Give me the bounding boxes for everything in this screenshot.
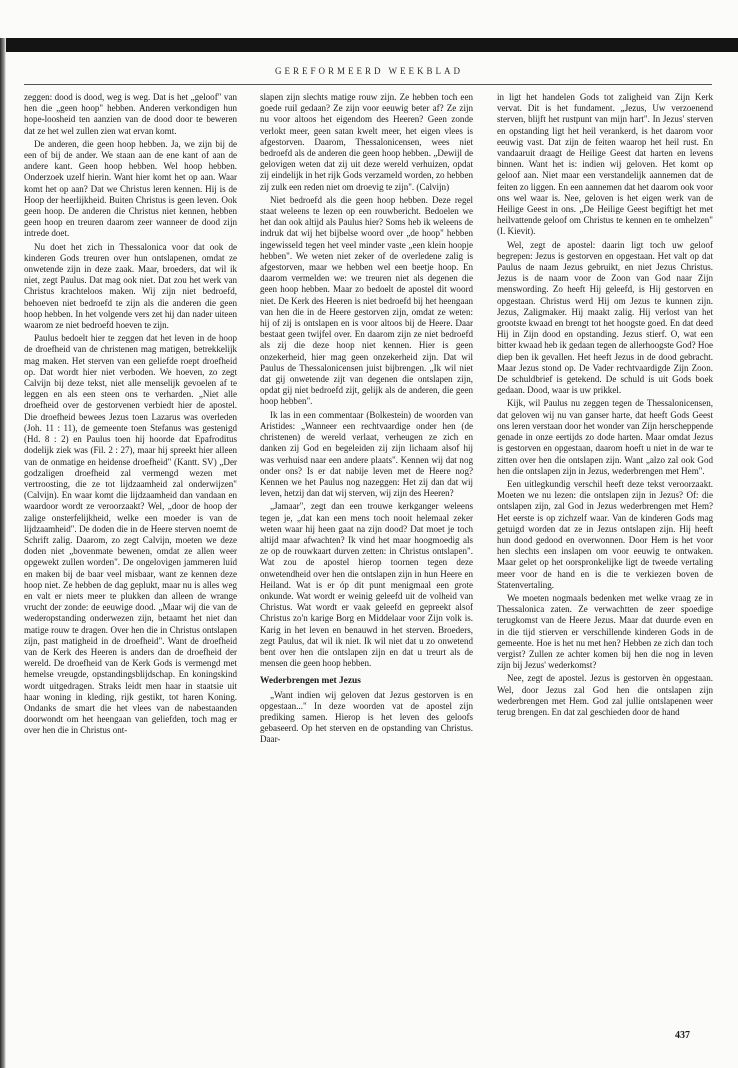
top-black-bar xyxy=(0,38,738,52)
column-3 xyxy=(497,92,713,1040)
scan-left-edge xyxy=(0,38,6,1068)
paragraph: in ligt het handelen Gods tot zaligheid van Zijn Kerk vervat. Dit is het fundament. „Jezus, Uw verzoenend sterven, blijft het rustpunt van mijn hart". In Jezus' sterven en opstanding ligt het heil verankerd, is het daarom voor eeuwig vast. Dat zijn de feiten waarop het heil rust. En vandaaruit draagt de Heilige Geest dat harten en levens binnen. Want het is: indien wij geloven. Het komt op geloof aan. Niet maar een verstandelijk aannemen dat de feiten zo liggen. En een aannemen dat het daarom ook voor ons wel waar is. Nee, geloven is het eigen werk van de Heilige Geest in ons. „De Heilige Geest begiftigt het met heilvattende geloof om Christus te kennen en te omhelzen" (I. Kievit). xyxy=(497,92,713,237)
page-number: 437 xyxy=(675,1030,690,1041)
paragraph: slapen zijn slechts matige rouw zijn. Ze hebben toch een goede ruil gedaan? Ze zijn voor eeuwig beter af? Ze zijn nu voor altoos het eigendom des Heeren? Geen zonde verlokt meer, geen satan kwelt meer, het eigen vlees is afgestorven. Daarom, Thessalonicensen, wees niet bedroefd als de anderen die geen hoop hebben. „Dewijl de gelovigen weten dat zij uit deze wereld verhuizen, opdat zij eindelijk in het rijk Gods verzameld worden, zo hebben zij zulk een reden niet om droevig te zijn". (Calvijn) xyxy=(260,92,473,192)
paragraph: „Jamaar", zegt dan een trouwe kerkganger weleens tegen je, „dat kan een mens toch nooit helemaal zeker weten waar hij heen gaat na zijn dood? Dat moet je toch altijd maar afwachten? Ik vind het maar hoogmoedig als ze op de rouwkaart durven zetten: in Christus ontslapen". Wat zou de apostel hierop toornen tegen deze onwetendheid over hen die ontslapen zijn in hun Heere en Heiland. Wat is er óp dit punt menigmaal een grote onkunde. Wat wordt er weinig geleefd uit de volheid van Christus. Wat wordt er vaak geleefd en gepreekt alsof Christus zo'n karige Borg en Middelaar voor Zijn volk is. Karig in het leven en benauwd in het sterven. Broeders, zegt Paulus, dat wil ik niet. Ik wil niet dat u zo onwetend bent over hen die ontslapen zijn en dat u treurt als de mensen die geen hoop hebben. xyxy=(260,501,473,669)
column-1 xyxy=(24,92,237,1040)
column-2 xyxy=(260,92,473,1040)
paragraph: Ik las in een commentaar (Bolkestein) de woorden van Aristides: „Wanneer een rechtvaardige onder hen (de christenen) de wereld verlaat, verheugen ze zich en danken zij God en begeleiden zij zijn lichaam alsof hij was verhuisd naar een andere plaats". Kennen wij dat nog onder ons? Is er dat nabije leven met de Heere nog? Kennen we het Paulus nog nazeggen: Het zij dan dat wij leven, hetzij dan dat wij sterven, wij zijn des Heeren? xyxy=(260,409,473,499)
paragraph: Kijk, wil Paulus nu zeggen tegen de Thessalonicensen, dat geloven wij nu van ganser harte, dat heeft Gods Geest ons leren verstaan door het wonder van Zijn herscheppende genade in onze eertijds zo dode harten. Maar omdat Jezus is gestorven en opgestaan, daarom hoeft u niet in de war te zitten over hen die ontslapen zijn. Want „alzo zal ook God hen die ontslapen zijn in Jezus, wederbrengen met Hem". xyxy=(497,398,713,476)
paragraph: We moeten nogmaals bedenken met welke vraag ze in Thessalonica zaten. Ze verwachtten de zeer spoedige terugkomst van de Heere Jezus. Maar dat duurde even en in die tijd stierven er verschillende kinderen Gods in de gemeente. Hoe is het nu met hen? Hebben ze zich dan toch vergist? Zullen ze achter komen bij hen die nog in leven zijn bij Jezus' wederkomst? xyxy=(497,592,713,671)
header-rule xyxy=(24,84,712,85)
paragraph: Wel, zegt de apostel: daarin ligt toch uw geloof begrepen: Jezus is gestorven en opgestaan. Het valt op dat Paulus de naam Jezus gebruikt, en niet Jezus Christus. Jezus is de naam voor de Zoon van God naar Zijn menswording. Zo heeft Hij geleefd, is Hij gestorven en opgestaan. Christus werd Hij om Jezus te kunnen zijn. Jezus, Zaligmaker. Hij maakt zalig. Hij verlost van het grootste kwaad en brengt tot het hoogste goed. En dat deed Hij in Zijn dood en opstanding. Jezus stierf. O, wat een bitter kwaad heb ik gedaan tegen de allerhoogste God? Hoe diep ben ik gevallen. Het heeft Jezus in de dood gebracht. Maar Jezus stond op. De Vader rechtvaardigde Zijn Zoon. De schuldbrief is getekend. De schuld is uit Gods boek gedaan. Dood, waar is uw prikkel. xyxy=(497,239,713,396)
paragraph: De anderen, die geen hoop hebben. Ja, we zijn bij de een of bij de ander. We staan aan de ene kant of aan de andere kant. Geen hoop hebben. Wel hoop hebben. Onderzoek uzelf hierin. Want hier komt het op aan. Waar komt het op aan? Dat we Christus leren kennen. Hij is de Hoop der heerlijkheid. Buiten Christus is geen leven. Ook geen hoop. De anderen die Christus niet kennen, hebben geen hoop en treuren daarom zeer wanneer de dood zijn intrede doet. xyxy=(24,138,237,239)
paragraph: Nee, zegt de apostel. Jezus is gestorven èn opgestaan. Wel, door Jezus zal God hen die ontslapen zijn wederbrengen met Hem. God zal jullie ontslapenen weer terug brengen. En dat zal geschieden door de hand xyxy=(497,673,713,717)
paragraph: Een uitlegkundig verschil heeft deze tekst veroorzaakt. Moeten we nu lezen: die ontslapen zijn in Jezus? Of: die ontslapen zijn, zal God in Jezus wederbrengen met Hem? Het eerste is op zichzelf waar. Van de kinderen Gods mag getuigd worden dat ze in Jezus ontslapen zijn. Hij heeft hun dood gedood en overwonnen. Door Hem is het voor hen slechts een inslapen om voor eeuwig te ontwaken. Maar gelet op het oorspronkelijke ligt de tweede vertaling meer voor de hand en is die te verkiezen boven de Statenvertaling. xyxy=(497,478,713,590)
paragraph: zeggen: dood is dood, weg is weg. Dat is het „geloof" van hen die „geen hoop" hebben. Anderen verkondigen hun hope-loosheid ten aanzien van de dood door te beweren dat ze het wel zullen zien wat ervan komt. xyxy=(24,92,237,136)
paragraph: Paulus bedoelt hier te zeggen dat het leven in de hoop de droefheid van de christenen mag matigen, betrekkelijk mag maken. Het sterven van een geliefde roept droefheid op. Dat wordt hier niet verboden. We hoeven, zo zegt Calvijn bij deze tekst, niet alle menselijk gevoelen af te leggen en als een steen ons te verharden. „Niet alle droefheid over de gestorvenen verbiedt hier de apostel. Die droefheid bewees Jezus toen Lazarus was overleden (Joh. 11 : 11), de gemeente toen Stefanus was gestenigd (Hd. 8 : 2) en Paulus toen hij hoorde dat Epafroditus dodelijk ziek was (Fil. 2 : 27), maar hij spreekt hier alleen van de onmatige en heidense droefheid" (Kantt. SV) „Der godzaligen droefheid zal vermengd wezen met vertroosting, die ze tot lijdzaamheid zal onderwijzen" (Calvijn). En waar komt die lijdzaamheid dan vandaan en waardoor wordt ze veroorzaakt? Wel, „door de hoop der zalige onsterfelijkheid, welke een moeder is van de lijdzaamheid". De doden die in de Heere sterven noemt de Schrift zalig. Daarom, zo zegt Calvijn, moeten we deze doden niet „bovenmate bewenen, omdat ze allen weer opgewekt zullen worden". De ongelovigen jammeren luid en maken bij de baar veel misbaar, want ze kennen deze hoop niet. Ze hebben de dag geplukt, maar nu is alles weg en valt er niets meer te plukken dan alleen de wrange vrucht der zonde: de eeuwige dood. „Maar wij die van de wederopstanding onderwezen zijn, betaamt het niet dan matige rouw te dragen. Over hen die in Christus ontslapen zijn, past matigheid in de droefheid". Want de droefheid van de Kerk des Heeren is anders dan de droefheid der wereld. De droefheid van de Kerk Gods is vermengd met hemelse vreugde, opstandingsblijdschap. En koningskind wordt uitgedragen. Straks leidt men haar in staatsie uit haar woning in kleding, rijk gestikt, tot haren Koning. Ondanks de smart die het vlees van de nabestaanden doorwondt om het heengaan van geliefden, toch mag er over hen die in Christus ont- xyxy=(24,333,237,736)
paragraph: Niet bedroefd als die geen hoop hebben. Deze regel staat weleens te lezen op een rouwbericht. Bedoelen we het dan ook altijd als Paulus hier? Soms heb ik weleens de indruk dat wij het bijbelse woord over „de hoop" hebben ingewisseld tegen het veel minder vaste „een klein hoopje hebben". We weten niet zeker of de overledene zalig is afgestorven, maar we hebben wel een beetje hoop. En daarom vermelden we: we treuren niet als degenen die geen hoop hebben. Maar zo bedoelt de apostel dit woord niet. De Kerk des Heeren is niet bedroefd bij het heengaan van hen die in de Heere gestorven zijn, omdat ze weten: hij of zij is ontslapen en is voor altoos bij de Heere. Daar bestaat geen twijfel over. En daarom zijn ze niet bedroefd als zij die deze hoop niet kennen. Hier is geen onzekerheid, hier mag geen onzekerheid zijn. Dat wil Paulus de Thessalonicensen juist bijbrengen. „Ik wil niet dat gij onwetende zijt van degenen die ontslapen zijn, opdat gij niet bedroefd zijt, gelijk als de anderen, die geen hoop hebben". xyxy=(260,194,473,407)
paragraph: „Want indien wij geloven dat Jezus gestorven is en opgestaan..." In deze woorden vat de apostel zijn prediking samen. Hierop is het leven des geloofs gebaseerd. Op het sterven en de opstanding van Christus. Daar- xyxy=(260,689,473,745)
paragraph: Nu doet het zich in Thessalonica voor dat ook de kinderen Gods treuren over hun ontslapenen, omdat ze onwetende zijn in deze zaak. Maar, broeders, dat wil ik niet, zegt Paulus. Dat mag ook niet. Dat zou het werk van Christus krachteloos maken. Wij zijn niet bedroefd, behoeven niet bedroefd te zijn als die anderen die geen hoop hebben. In het volgende vers zet hij dan nader uiteen waarom ze niet bedroefd hoeven te zijn. xyxy=(24,241,237,331)
section-subheading: Wederbrengen met Jezus xyxy=(260,676,361,687)
running-header: GEREFORMEERD WEEKBLAD xyxy=(274,66,464,76)
